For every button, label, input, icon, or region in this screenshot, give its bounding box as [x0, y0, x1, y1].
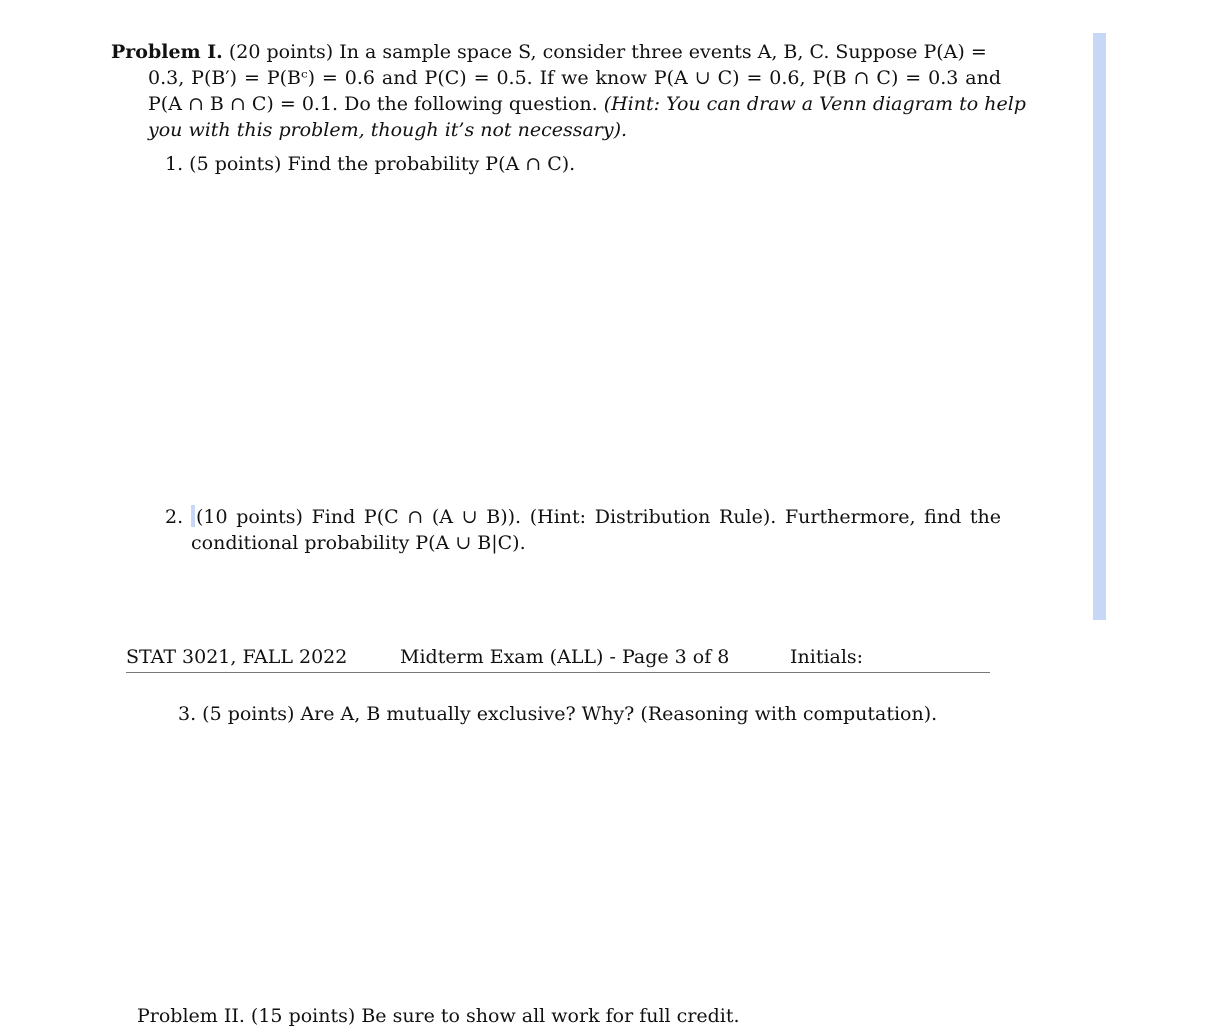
question-2-line2: conditional probability P(A ∪ B|C). [191, 532, 526, 554]
question-2-line1 [191, 505, 1001, 529]
header-exam-page: Midterm Exam (ALL) - Page 3 of 8 [400, 646, 730, 668]
problem1-heading: Problem I. [111, 41, 223, 63]
question-2-text: (10 points) Find P(C ∩ (A ∪ B)). (Hint: Distribution Rule). Furthermore, find the [196, 506, 1001, 528]
header-course: STAT 3021, FALL 2022 [126, 646, 348, 668]
header-initials: Initials: [790, 646, 864, 668]
question-3: 3. (5 points) Are A, B mutually exclusive? Why? (Reasoning with computation). [178, 703, 938, 725]
problem1-hint: (Hint: You can draw a Venn diagram to help [603, 93, 1026, 115]
problem1-intro: (20 points) In a sample space S, consider three events A, B, C. Suppose P(A) = [228, 41, 987, 63]
problem1-line4: you with this problem, though it’s not necessary). [148, 119, 628, 141]
problem1-line3-text: P(A ∩ B ∩ C) = 0.1. Do the following question. [148, 93, 598, 115]
question-1: 1. (5 points) Find the probability P(A ∩ C). [165, 153, 576, 175]
question-2-number: 2. [165, 506, 184, 528]
page-header [126, 645, 990, 673]
text-cursor-highlight [191, 505, 195, 527]
problem1-line1 [111, 40, 1001, 64]
vertical-scrollbar[interactable] [1093, 33, 1106, 620]
problem2-heading-partial: Problem II. (15 points) Be sure to show all work for full credit. [137, 1005, 740, 1027]
problem1-line2: 0.3, P(B′) = P(Bᶜ) = 0.6 and P(C) = 0.5. If we know P(A ∪ C) = 0.6, P(B ∩ C) = 0.3 and [148, 67, 1001, 89]
problem1-line3 [148, 92, 1026, 116]
